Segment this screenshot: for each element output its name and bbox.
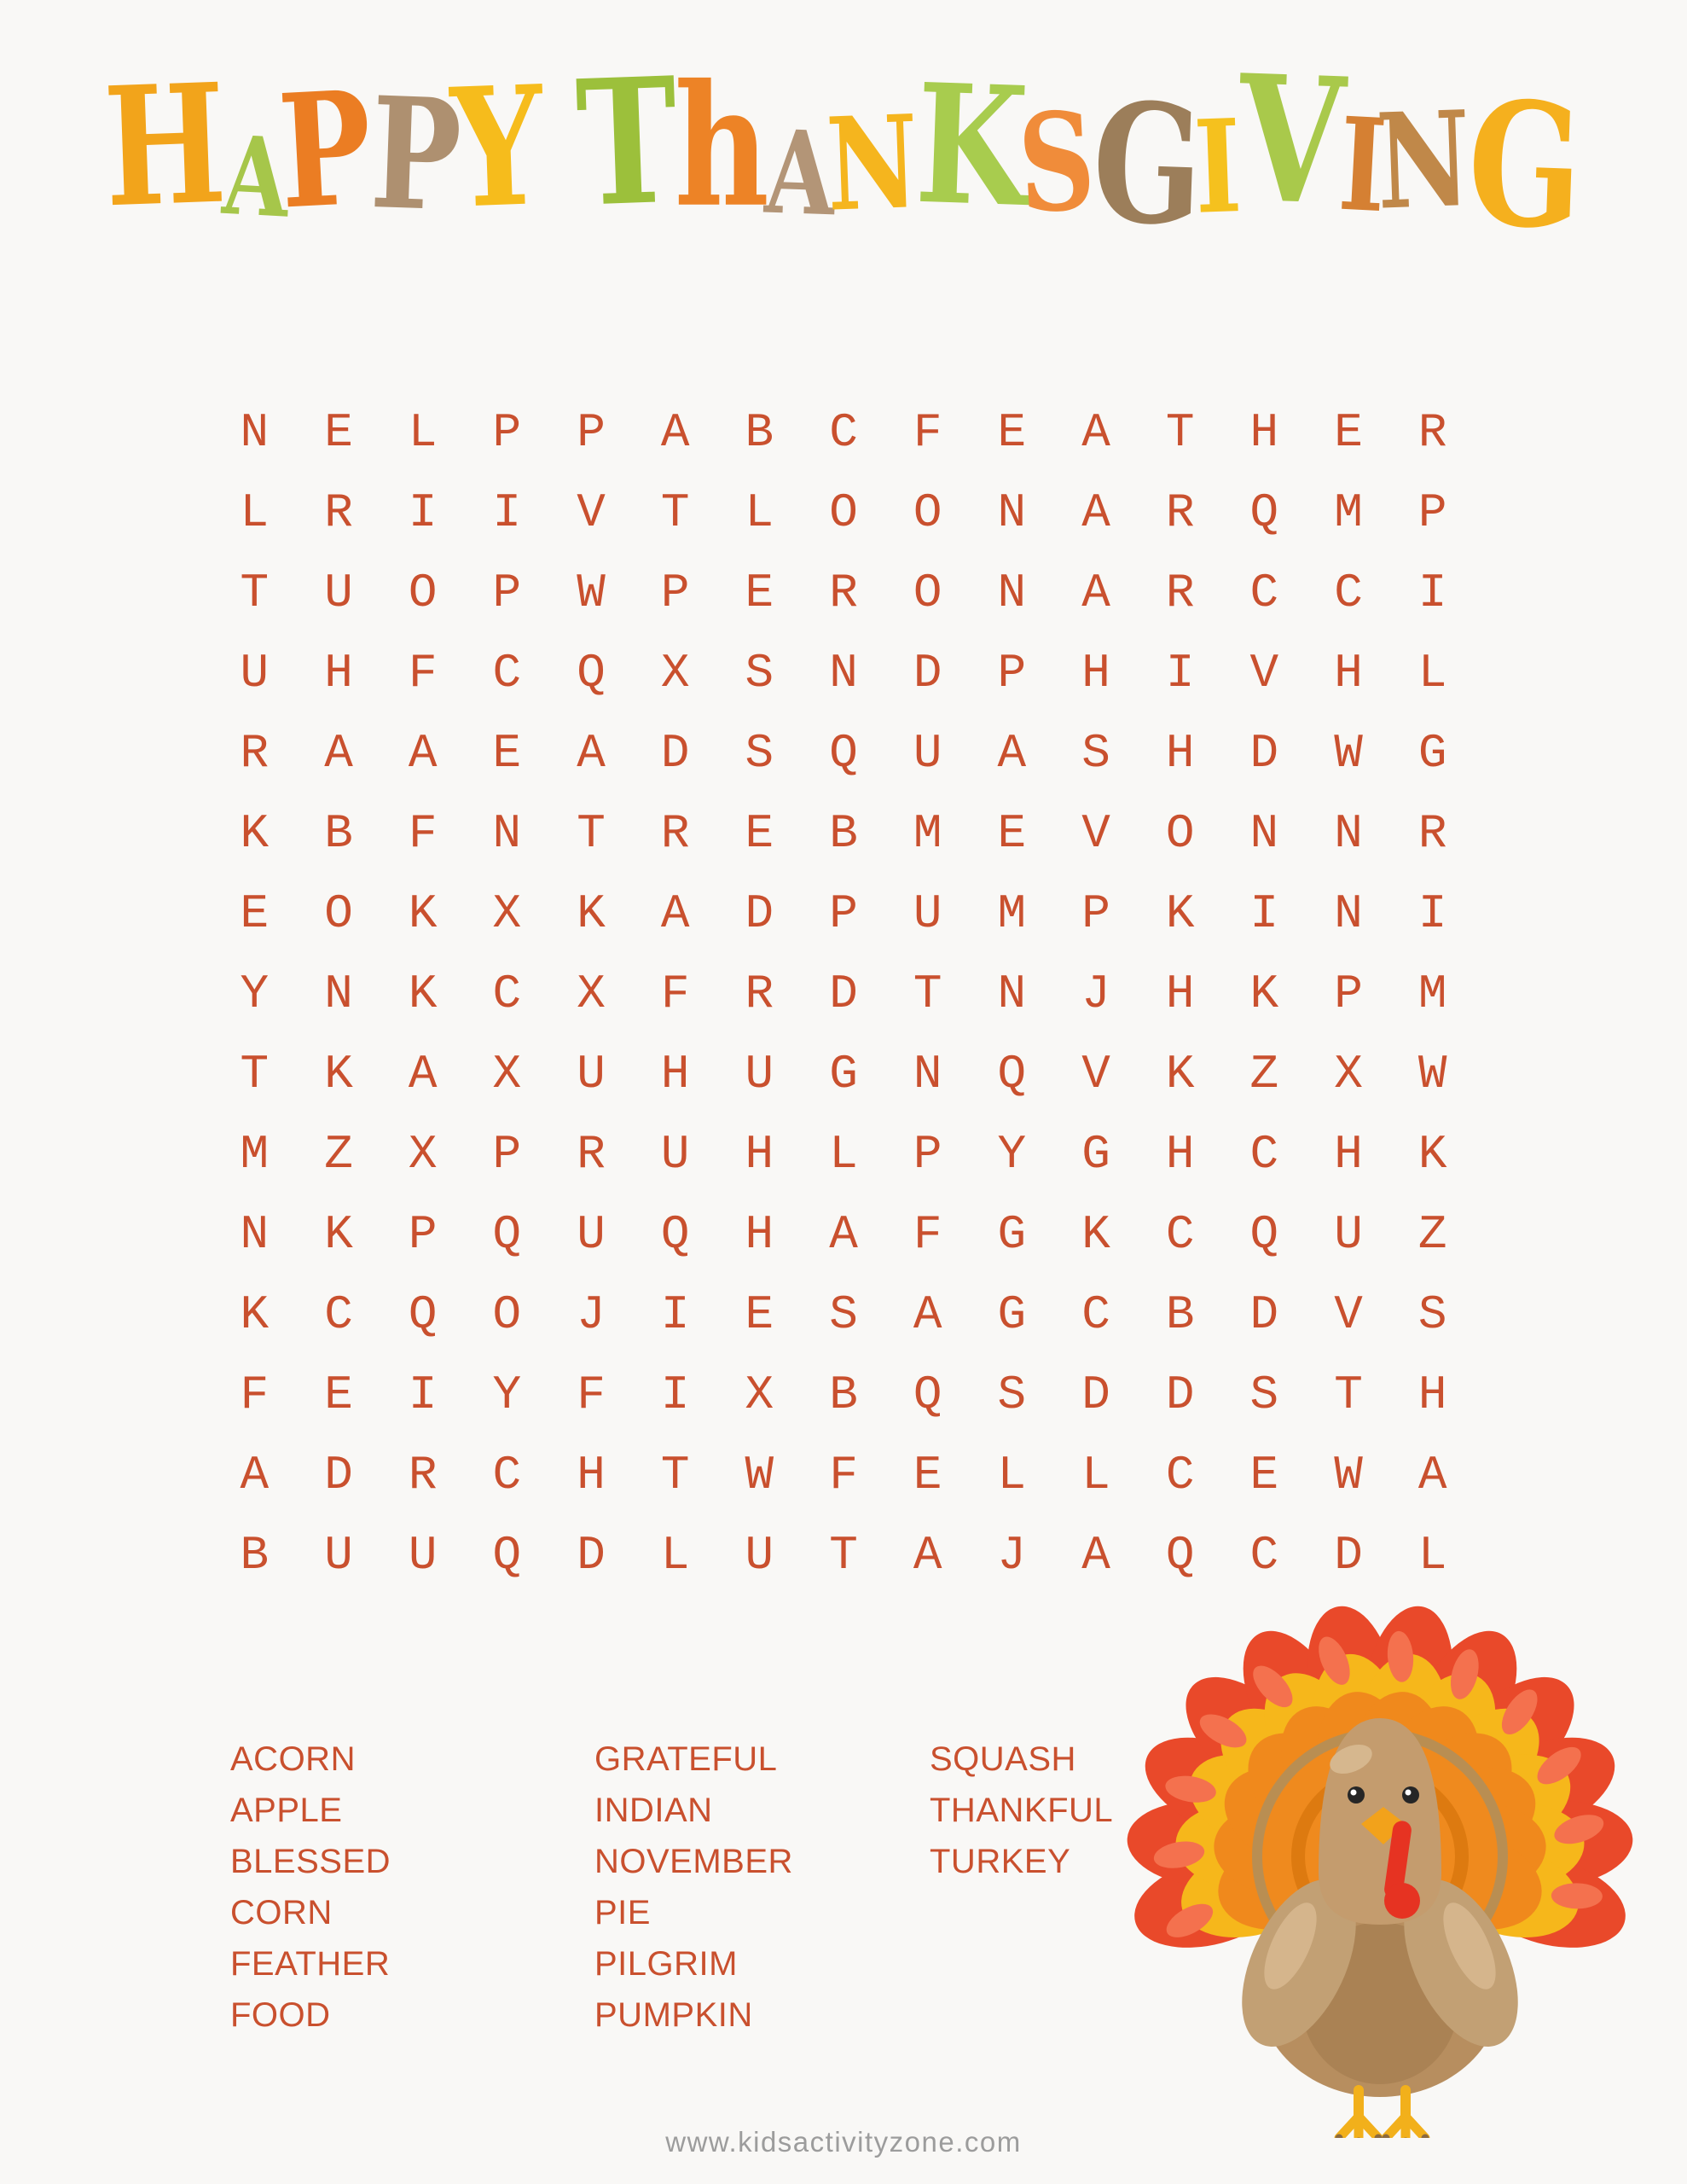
grid-cell-r13c14: T bbox=[1334, 1368, 1363, 1422]
title-letter: P bbox=[368, 64, 464, 247]
grid-cell-r3c12: R bbox=[1165, 566, 1195, 620]
grid-cell-r15c9: A bbox=[913, 1528, 942, 1583]
grid-cell-r3c15: I bbox=[1417, 566, 1447, 620]
title-letter: A bbox=[762, 103, 838, 242]
grid-cell-r6c7: E bbox=[745, 806, 774, 861]
page-title bbox=[0, 38, 1687, 268]
grid-cell-r15c14: D bbox=[1334, 1528, 1363, 1583]
grid-cell-r14c11: L bbox=[1081, 1448, 1110, 1502]
word-item: CORN bbox=[230, 1894, 333, 1931]
grid-cell-r8c8: D bbox=[829, 967, 858, 1021]
grid-cell-r9c14: X bbox=[1334, 1047, 1363, 1101]
grid-cell-r3c13: C bbox=[1249, 566, 1279, 620]
word-item: PUMPKIN bbox=[594, 1996, 753, 2034]
grid-cell-r3c5: W bbox=[577, 566, 606, 620]
grid-cell-r8c5: X bbox=[577, 967, 606, 1021]
grid-cell-r11c4: Q bbox=[492, 1207, 522, 1262]
grid-cell-r10c3: X bbox=[408, 1127, 438, 1182]
word-item: FEATHER bbox=[230, 1945, 391, 1983]
grid-cell-r12c10: G bbox=[997, 1287, 1027, 1342]
grid-cell-r14c8: F bbox=[829, 1448, 858, 1502]
word-item: SQUASH bbox=[930, 1740, 1076, 1778]
grid-cell-r11c15: Z bbox=[1417, 1207, 1447, 1262]
grid-cell-r5c12: H bbox=[1165, 726, 1195, 781]
grid-cell-r9c13: Z bbox=[1249, 1047, 1279, 1101]
grid-cell-r13c10: S bbox=[997, 1368, 1027, 1422]
grid-cell-r12c3: Q bbox=[408, 1287, 438, 1342]
grid-cell-r3c7: E bbox=[745, 566, 774, 620]
grid-cell-r14c13: E bbox=[1249, 1448, 1279, 1502]
grid-cell-r5c10: A bbox=[997, 726, 1027, 781]
grid-cell-r13c13: S bbox=[1249, 1368, 1279, 1422]
grid-cell-r4c5: Q bbox=[577, 646, 606, 700]
grid-cell-r7c1: E bbox=[240, 886, 270, 941]
grid-cell-r14c9: E bbox=[913, 1448, 942, 1502]
grid-cell-r2c7: L bbox=[745, 485, 774, 540]
title-letter: T bbox=[573, 40, 681, 247]
grid-cell-r7c5: K bbox=[577, 886, 606, 941]
grid-cell-r1c3: L bbox=[408, 405, 438, 460]
grid-cell-r7c12: K bbox=[1165, 886, 1195, 941]
grid-cell-r13c3: I bbox=[408, 1368, 438, 1422]
grid-cell-r8c15: M bbox=[1417, 967, 1447, 1021]
grid-cell-r7c14: N bbox=[1334, 886, 1363, 941]
grid-cell-r14c10: L bbox=[997, 1448, 1027, 1502]
grid-cell-r7c15: I bbox=[1417, 886, 1447, 941]
grid-cell-r1c1: N bbox=[240, 405, 270, 460]
grid-cell-r12c15: S bbox=[1417, 1287, 1447, 1342]
grid-cell-r15c15: L bbox=[1417, 1528, 1447, 1583]
grid-cell-r14c3: R bbox=[408, 1448, 438, 1502]
grid-cell-r9c10: Q bbox=[997, 1047, 1027, 1101]
word-item: APPLE bbox=[230, 1792, 343, 1829]
grid-cell-r5c13: D bbox=[1249, 726, 1279, 781]
grid-cell-r11c11: K bbox=[1081, 1207, 1110, 1262]
grid-cell-r9c6: H bbox=[660, 1047, 690, 1101]
grid-cell-r4c14: H bbox=[1334, 646, 1363, 700]
grid-cell-r11c5: U bbox=[577, 1207, 606, 1262]
word-item: FOOD bbox=[230, 1996, 331, 2034]
grid-cell-r11c2: K bbox=[324, 1207, 353, 1262]
grid-cell-r12c7: E bbox=[745, 1287, 774, 1342]
grid-cell-r4c2: H bbox=[324, 646, 353, 700]
grid-cell-r4c8: N bbox=[829, 646, 858, 700]
grid-cell-r1c7: B bbox=[745, 405, 774, 460]
grid-cell-r4c3: F bbox=[408, 646, 438, 700]
grid-cell-r15c7: U bbox=[745, 1528, 774, 1583]
title-letter: A bbox=[220, 113, 293, 243]
grid-cell-r11c6: Q bbox=[660, 1207, 690, 1262]
grid-cell-r11c9: F bbox=[913, 1207, 942, 1262]
grid-cell-r2c12: R bbox=[1165, 485, 1195, 540]
grid-cell-r10c4: P bbox=[492, 1127, 522, 1182]
grid-cell-r4c1: U bbox=[240, 646, 270, 700]
grid-cell-r12c14: V bbox=[1334, 1287, 1363, 1342]
grid-cell-r7c6: A bbox=[660, 886, 690, 941]
grid-cell-r1c6: A bbox=[660, 405, 690, 460]
grid-cell-r5c2: A bbox=[324, 726, 353, 781]
word-item: INDIAN bbox=[594, 1792, 713, 1829]
grid-cell-r12c12: B bbox=[1165, 1287, 1195, 1342]
grid-cell-r9c12: K bbox=[1165, 1047, 1195, 1101]
title-letter: I bbox=[1335, 88, 1390, 242]
grid-cell-r9c9: N bbox=[913, 1047, 942, 1101]
title-letter: S bbox=[1014, 83, 1099, 245]
grid-cell-r3c4: P bbox=[492, 566, 522, 620]
grid-cell-r11c3: P bbox=[408, 1207, 438, 1262]
grid-cell-r10c11: G bbox=[1081, 1127, 1110, 1182]
grid-cell-r9c1: T bbox=[240, 1047, 270, 1101]
grid-cell-r12c11: C bbox=[1081, 1287, 1110, 1342]
grid-cell-r13c7: X bbox=[745, 1368, 774, 1422]
grid-cell-r10c7: H bbox=[745, 1127, 774, 1182]
grid-cell-r13c12: D bbox=[1165, 1368, 1195, 1422]
grid-cell-r14c7: W bbox=[745, 1448, 774, 1502]
grid-cell-r8c13: K bbox=[1249, 967, 1279, 1021]
title-letter: N bbox=[824, 86, 921, 241]
grid-cell-r13c15: H bbox=[1417, 1368, 1447, 1422]
grid-cell-r8c11: J bbox=[1081, 967, 1110, 1021]
grid-cell-r4c10: P bbox=[997, 646, 1027, 700]
title-letter: Y bbox=[448, 49, 547, 246]
grid-cell-r8c7: R bbox=[745, 967, 774, 1021]
grid-cell-r13c2: E bbox=[324, 1368, 353, 1422]
grid-cell-r15c5: D bbox=[577, 1528, 606, 1583]
grid-cell-r11c12: C bbox=[1165, 1207, 1195, 1262]
grid-cell-r12c5: J bbox=[577, 1287, 606, 1342]
grid-cell-r9c2: K bbox=[324, 1047, 353, 1101]
title-letter: G bbox=[1464, 63, 1586, 268]
grid-cell-r1c4: P bbox=[492, 405, 522, 460]
grid-cell-r2c8: O bbox=[829, 485, 858, 540]
grid-cell-r3c2: U bbox=[324, 566, 353, 620]
grid-cell-r11c7: H bbox=[745, 1207, 774, 1262]
grid-cell-r2c4: I bbox=[492, 485, 522, 540]
title-letter: h bbox=[674, 48, 769, 246]
word-item: ACORN bbox=[230, 1740, 356, 1778]
grid-cell-r1c13: H bbox=[1249, 405, 1279, 460]
grid-cell-r3c9: O bbox=[913, 566, 942, 620]
grid-cell-r3c3: O bbox=[408, 566, 438, 620]
grid-cell-r5c5: A bbox=[577, 726, 606, 781]
grid-cell-r14c6: T bbox=[660, 1448, 690, 1502]
grid-cell-r6c5: T bbox=[577, 806, 606, 861]
grid-cell-r2c3: I bbox=[408, 485, 438, 540]
word-grid bbox=[212, 392, 1475, 1595]
grid-cell-r10c9: P bbox=[913, 1127, 942, 1182]
grid-cell-r6c4: N bbox=[492, 806, 522, 861]
grid-cell-r6c12: O bbox=[1165, 806, 1195, 861]
grid-cell-r1c8: C bbox=[829, 405, 858, 460]
grid-cell-r8c10: N bbox=[997, 967, 1027, 1021]
word-item: THANKFUL bbox=[930, 1792, 1114, 1829]
grid-cell-r2c2: R bbox=[324, 485, 353, 540]
grid-cell-r12c13: D bbox=[1249, 1287, 1279, 1342]
grid-cell-r2c13: Q bbox=[1249, 485, 1279, 540]
grid-cell-r13c9: Q bbox=[913, 1368, 942, 1422]
grid-cell-r7c7: D bbox=[745, 886, 774, 941]
title-letter: G bbox=[1089, 67, 1206, 264]
grid-cell-r11c1: N bbox=[240, 1207, 270, 1262]
grid-cell-r11c8: A bbox=[829, 1207, 858, 1262]
grid-cell-r3c10: N bbox=[997, 566, 1027, 620]
grid-cell-r14c2: D bbox=[324, 1448, 353, 1502]
title-letter: N bbox=[1374, 82, 1474, 240]
grid-cell-r1c15: R bbox=[1417, 405, 1447, 460]
word-list-column-3 bbox=[930, 1734, 1113, 1887]
word-item: BLESSED bbox=[230, 1843, 391, 1880]
grid-cell-r15c6: L bbox=[660, 1528, 690, 1583]
grid-cell-r10c5: R bbox=[577, 1127, 606, 1182]
word-list-column-2 bbox=[594, 1734, 793, 2041]
grid-cell-r11c13: Q bbox=[1249, 1207, 1279, 1262]
grid-cell-r15c2: U bbox=[324, 1528, 353, 1583]
grid-cell-r3c6: P bbox=[660, 566, 690, 620]
grid-cell-r4c15: L bbox=[1417, 646, 1447, 700]
grid-cell-r2c15: P bbox=[1417, 485, 1447, 540]
grid-cell-r6c3: F bbox=[408, 806, 438, 861]
grid-cell-r12c2: C bbox=[324, 1287, 353, 1342]
footer-url: www.kidsactivityzone.com bbox=[665, 2126, 1022, 2158]
grid-cell-r13c11: D bbox=[1081, 1368, 1110, 1422]
grid-cell-r13c1: F bbox=[240, 1368, 270, 1422]
grid-cell-r9c11: V bbox=[1081, 1047, 1110, 1101]
grid-cell-r13c5: F bbox=[577, 1368, 606, 1422]
grid-cell-r2c6: T bbox=[660, 485, 690, 540]
grid-cell-r15c1: B bbox=[240, 1528, 270, 1583]
grid-cell-r9c3: A bbox=[408, 1047, 438, 1101]
grid-cell-r14c4: C bbox=[492, 1448, 522, 1502]
grid-cell-r10c13: C bbox=[1249, 1127, 1279, 1182]
word-item: GRATEFUL bbox=[594, 1740, 778, 1778]
grid-cell-r15c13: C bbox=[1249, 1528, 1279, 1583]
word-item: PIE bbox=[594, 1894, 651, 1931]
grid-cell-r8c9: T bbox=[913, 967, 942, 1021]
grid-cell-r7c8: P bbox=[829, 886, 858, 941]
grid-cell-r2c11: A bbox=[1081, 485, 1110, 540]
grid-cell-r12c4: O bbox=[492, 1287, 522, 1342]
grid-cell-r12c8: S bbox=[829, 1287, 858, 1342]
grid-cell-r7c4: X bbox=[492, 886, 522, 941]
grid-cell-r10c15: K bbox=[1417, 1127, 1447, 1182]
grid-cell-r6c10: E bbox=[997, 806, 1027, 861]
grid-cell-r3c14: C bbox=[1334, 566, 1363, 620]
grid-cell-r6c6: R bbox=[660, 806, 690, 861]
grid-cell-r5c9: U bbox=[913, 726, 942, 781]
turkey-right-eye bbox=[1402, 1786, 1419, 1804]
grid-cell-r4c6: X bbox=[660, 646, 690, 700]
grid-cell-r15c12: Q bbox=[1165, 1528, 1195, 1583]
grid-cell-r9c15: W bbox=[1417, 1047, 1447, 1101]
grid-cell-r14c12: C bbox=[1165, 1448, 1195, 1502]
grid-cell-r2c1: L bbox=[240, 485, 270, 540]
grid-cell-r5c7: S bbox=[745, 726, 774, 781]
grid-cell-r4c9: D bbox=[913, 646, 942, 700]
grid-cell-r9c8: G bbox=[829, 1047, 858, 1101]
word-item: NOVEMBER bbox=[594, 1843, 793, 1880]
grid-cell-r4c13: V bbox=[1249, 646, 1279, 700]
grid-cell-r4c7: S bbox=[745, 646, 774, 700]
grid-cell-r12c1: K bbox=[240, 1287, 270, 1342]
grid-cell-r12c6: I bbox=[660, 1287, 690, 1342]
grid-cell-r10c14: H bbox=[1334, 1127, 1363, 1182]
grid-cell-r11c14: U bbox=[1334, 1207, 1363, 1262]
grid-cell-r10c6: U bbox=[660, 1127, 690, 1182]
grid-cell-r8c14: P bbox=[1334, 967, 1363, 1021]
title-letter: K bbox=[913, 48, 1031, 245]
grid-cell-r4c4: C bbox=[492, 646, 522, 700]
grid-cell-r1c11: A bbox=[1081, 405, 1110, 460]
grid-cell-r12c9: A bbox=[913, 1287, 942, 1342]
grid-cell-r14c1: A bbox=[240, 1448, 270, 1502]
grid-cell-r6c15: R bbox=[1417, 806, 1447, 861]
grid-cell-r6c11: V bbox=[1081, 806, 1110, 861]
grid-cell-r3c8: R bbox=[829, 566, 858, 620]
grid-cell-r6c9: M bbox=[913, 806, 942, 861]
grid-cell-r4c11: H bbox=[1081, 646, 1110, 700]
grid-cell-r15c4: Q bbox=[492, 1528, 522, 1583]
grid-cell-r15c11: A bbox=[1081, 1528, 1110, 1583]
grid-cell-r7c13: I bbox=[1249, 886, 1279, 941]
grid-cell-r9c4: X bbox=[492, 1047, 522, 1101]
grid-cell-r5c3: A bbox=[408, 726, 438, 781]
grid-cell-r8c4: C bbox=[492, 967, 522, 1021]
grid-cell-r10c2: Z bbox=[324, 1127, 353, 1182]
grid-cell-r5c15: G bbox=[1417, 726, 1447, 781]
title-letter: P bbox=[275, 55, 376, 245]
grid-cell-r15c10: J bbox=[997, 1528, 1027, 1583]
grid-cell-r10c8: L bbox=[829, 1127, 858, 1182]
grid-cell-r5c6: D bbox=[660, 726, 690, 781]
word-list-column-1 bbox=[230, 1734, 391, 2041]
grid-cell-r14c15: A bbox=[1417, 1448, 1447, 1502]
grid-cell-r15c3: U bbox=[408, 1528, 438, 1583]
word-item: PILGRIM bbox=[594, 1945, 738, 1983]
grid-cell-r8c1: Y bbox=[240, 967, 270, 1021]
grid-cell-r1c9: F bbox=[913, 405, 942, 460]
grid-cell-r13c4: Y bbox=[492, 1368, 522, 1422]
grid-cell-r3c1: T bbox=[240, 566, 270, 620]
grid-cell-r10c1: M bbox=[240, 1127, 270, 1182]
grid-cell-r3c11: A bbox=[1081, 566, 1110, 620]
grid-cell-r15c8: T bbox=[829, 1528, 858, 1583]
grid-cell-r2c10: N bbox=[997, 485, 1027, 540]
title-letter: I bbox=[1191, 90, 1244, 243]
turkey-left-eye bbox=[1348, 1786, 1365, 1804]
grid-cell-r7c2: O bbox=[324, 886, 353, 941]
title-letter: V bbox=[1235, 38, 1348, 245]
grid-cell-r6c14: N bbox=[1334, 806, 1363, 861]
grid-cell-r6c8: B bbox=[829, 806, 858, 861]
grid-cell-r2c14: M bbox=[1334, 485, 1363, 540]
grid-cell-r14c5: H bbox=[577, 1448, 606, 1502]
grid-cell-r10c12: H bbox=[1165, 1127, 1195, 1182]
grid-cell-r8c6: F bbox=[660, 967, 690, 1021]
grid-cell-r8c3: K bbox=[408, 967, 438, 1021]
word-item: TURKEY bbox=[930, 1843, 1071, 1880]
grid-cell-r7c10: M bbox=[997, 886, 1027, 941]
grid-cell-r9c7: U bbox=[745, 1047, 774, 1101]
grid-cell-r1c12: T bbox=[1165, 405, 1195, 460]
grid-cell-r10c10: Y bbox=[997, 1127, 1027, 1182]
grid-cell-r7c3: K bbox=[408, 886, 438, 941]
grid-cell-r13c8: B bbox=[829, 1368, 858, 1422]
grid-cell-r8c2: N bbox=[324, 967, 353, 1021]
grid-cell-r7c9: U bbox=[913, 886, 942, 941]
grid-cell-r1c14: E bbox=[1334, 405, 1363, 460]
grid-cell-r6c13: N bbox=[1249, 806, 1279, 861]
grid-cell-r6c2: B bbox=[324, 806, 353, 861]
grid-cell-r5c1: R bbox=[240, 726, 270, 781]
grid-cell-r13c6: I bbox=[660, 1368, 690, 1422]
grid-cell-r1c5: P bbox=[577, 405, 606, 460]
grid-cell-r1c10: E bbox=[997, 405, 1027, 460]
grid-cell-r5c14: W bbox=[1334, 726, 1363, 781]
grid-cell-r9c5: U bbox=[577, 1047, 606, 1101]
grid-cell-r2c9: O bbox=[913, 485, 942, 540]
grid-cell-r2c5: V bbox=[577, 485, 606, 540]
grid-cell-r4c12: I bbox=[1165, 646, 1195, 700]
grid-cell-r5c8: Q bbox=[829, 726, 858, 781]
title-letter: H bbox=[101, 48, 229, 245]
grid-cell-r6c1: K bbox=[240, 806, 270, 861]
grid-cell-r11c10: G bbox=[997, 1207, 1027, 1262]
grid-cell-r8c12: H bbox=[1165, 967, 1195, 1021]
grid-cell-r7c11: P bbox=[1081, 886, 1110, 941]
turkey-illustration bbox=[1099, 1592, 1644, 2138]
grid-cell-r14c14: W bbox=[1334, 1448, 1363, 1502]
grid-cell-r1c2: E bbox=[324, 405, 353, 460]
grid-cell-r5c4: E bbox=[492, 726, 522, 781]
grid-cell-r5c11: S bbox=[1081, 726, 1110, 781]
